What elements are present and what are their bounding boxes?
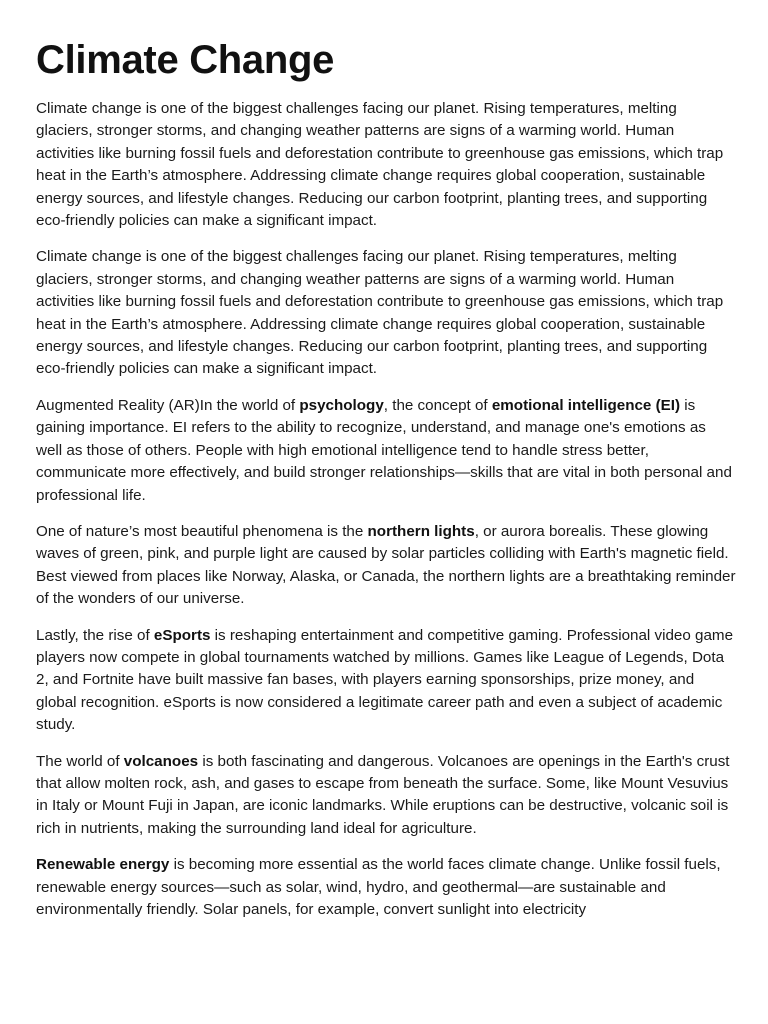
page-title: Climate Change: [36, 38, 335, 82]
text-run: , or aurora borealis. These glowing waves of green, pink, and purple light are caused by solar particles colliding with Earth's magnetic field. Best viewed from places like Norway, Alaska, or Canada, the northern lights are a breathtaking reminder of the wonders of our universe.: [36, 522, 736, 608]
bold-term-northern-lights: northern lights: [367, 522, 475, 540]
text-run: The world of: [36, 752, 124, 770]
text-run: is both fascinating and dangerous. Volcanoes are openings in the Earth's crust that allow molten rock, ash, and gases to escape from beneath the surface. Some, like Mount Vesuvius in Italy or Mount Fuji in Japan, are iconic landmarks. While eruptions can be destructive, volcanic soil is rich in nutrients, making the surrounding land ideal for agriculture.: [36, 752, 730, 837]
paragraph-northern-lights: [36, 521, 736, 611]
text-run: Lastly, the rise of: [36, 626, 154, 644]
paragraph-volcanoes: [36, 751, 736, 841]
paragraph-emotional-intelligence: [36, 395, 736, 507]
paragraph-climate-change-1: Climate change is one of the biggest challenges facing our planet. Rising temperatures, melting glaciers, stronger storms, and changing weather patterns are signs of a warming world. Human activities like burning fossil fuels and deforestation contribute to greenhouse gas emissions, which trap heat in the Earth’s atmosphere. Addressing climate change requires global cooperation, sustainable energy sources, and lifestyle changes. Reducing our carbon footprint, planting trees, and supporting eco-friendly policies can make a significant impact.: [36, 100, 724, 230]
bold-term-esports: eSports: [153, 626, 211, 644]
bold-term-emotional-intelligence: emotional intelligence (EI): [491, 396, 681, 414]
bold-term-volcanoes: volcanoes: [123, 752, 199, 770]
text-run: One of nature’s most beautiful phenomena is the: [36, 522, 368, 540]
bold-term-psychology: psychology: [299, 396, 384, 414]
text-run: Augmented Reality (AR)In the world of: [36, 396, 300, 414]
text-run: is reshaping entertainment and competitive gaming. Professional video game players now compete in global tournaments watched by millions. Games like League of Legends, Dota 2, and Fortnite have built massive fan bases, with players earning sponsorships, prize money, and global recognition. eSports is now considered a legitimate career path and even a subject of academic study.: [36, 626, 734, 734]
paragraph-renewable-energy: [36, 854, 736, 921]
paragraph-climate-change-2: Climate change is one of the biggest challenges facing our planet. Rising temperatures, melting glaciers, stronger storms, and changing weather patterns are signs of a warming world. Human activities like burning fossil fuels and deforestation contribute to greenhouse gas emissions, which trap heat in the Earth’s atmosphere. Addressing climate change requires global cooperation, sustainable energy sources, and lifestyle changes. Reducing our carbon footprint, planting trees, and supporting eco-friendly policies can make a significant impact.: [36, 248, 724, 378]
text-run: , the concept of: [383, 396, 492, 414]
document-page: [36, 36, 736, 935]
bold-term-renewable-energy: Renewable energy: [36, 856, 170, 874]
text-run: is becoming more essential as the world faces climate change. Unlike fossil fuels, renewable energy sources—such as solar, wind, hydro, and geothermal—are sustainable and environmentally friendly. Solar panels, for example, convert sunlight into electricity: [36, 856, 721, 918]
text-run: is gaining importance. EI refers to the ability to recognize, understand, and manage one's emotions as well as those of others. People with high emotional intelligence tend to handle stress better, communicate more effectively, and build stronger relationships—skills that are vital in both personal and professional life.: [36, 396, 732, 504]
paragraph-esports: [36, 625, 736, 737]
